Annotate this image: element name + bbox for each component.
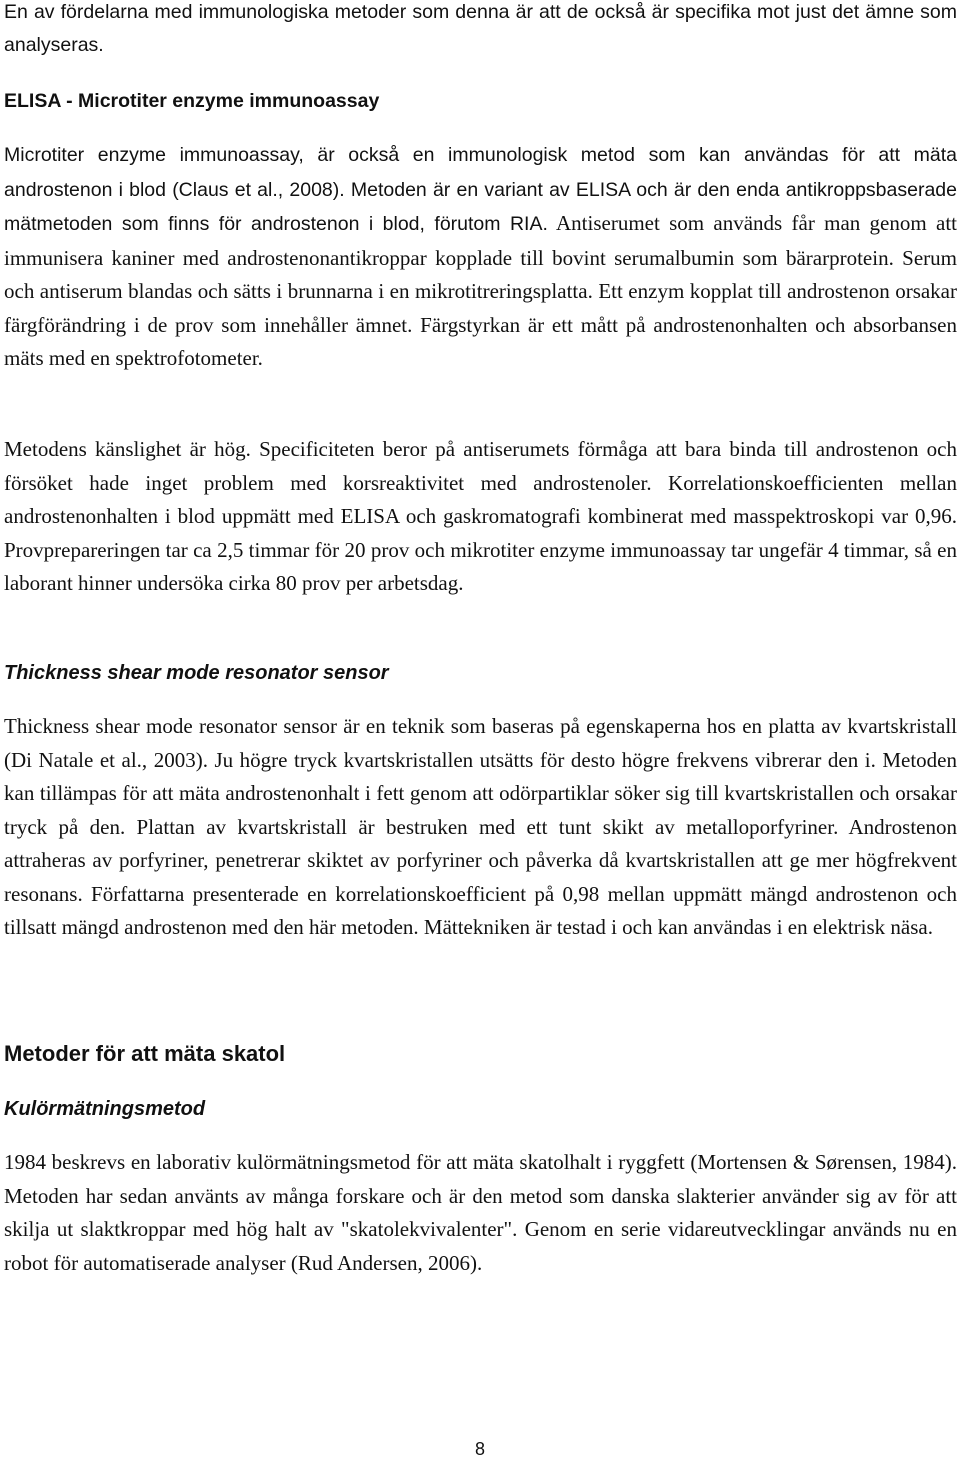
tsm-paragraph: Thickness shear mode resonator sensor är en teknik som baseras på egenskaperna hos en platta av kvartskristall (Di Natale et al., 2003). Ju högre tryck kvartskristallen utsätts för desto högre frekvens vibrerar den i. Metoden kan tillämpas för att mäta androstenonhalt i fett genom att odörpartiklar söker sig till kvartskristallen och orsakar tryck på den. Plattan av kvartskristall är bestruken med ett tunt skikt av metalloporfyriner. Androstenon attraheras av porfyriner, penetrerar skiktet av porfyriner och påverka då kvartskristallen att ge mer högfrekvent resonans. Författarna presenterade en korrelationskoefficient på 0,98 mellan uppmätt mängd androstenon och tillsatt mängd androstenon med den här metoden. Mättekniken är testad i och kan användas i en elektrisk näsa. bbox=[4, 714, 957, 939]
tsm-heading: Thickness shear mode resonator sensor bbox=[4, 662, 389, 684]
page-number: 8 bbox=[474, 1439, 485, 1459]
skatol-heading: Metoder för att mäta skatol bbox=[4, 1041, 286, 1066]
elisa-paragraph bbox=[4, 138, 957, 376]
elisa-heading: ELISA - Microtiter enzyme immunoassay bbox=[4, 90, 380, 112]
intro-paragraph: En av fördelarna med immunologiska metoder som denna är att de också är specifika mot just det ämne som analyseras. bbox=[4, 1, 957, 56]
kulormatning-paragraph: 1984 beskrevs en laborativ kulörmätningsmetod för att mäta skatolhalt i ryggfett (Mortensen & Sørensen, 1984). Metoden har sedan använts av många forskare och är den metod som danska slakterier använder sig av för att skilja ut slaktkroppar med hög halt av "skatolekvivalenter". Genom en serie vidareutvecklingar används nu en robot för automatiserade analyser (Rud Andersen, 2006). bbox=[4, 1150, 957, 1275]
elisa-paragraph-sans-part: Microtiter enzyme immunoassay, är också en immunologisk metod som kan användas för att mäta androstenon i blod (Claus et al., 2008). Metoden är en variant av ELISA och är den enda antikroppsbaserade mätmetoden som finns för androstenon i blod, förutom RIA. bbox=[4, 144, 957, 235]
elisa-sensitivity-paragraph: Metodens känslighet är hög. Specificiteten beror på antiserumets förmåga att bara binda till androstenon och försöket hade inget problem med korsreaktivitet med androstenoler. Korrelationskoefficienten mellan androstenonhalten i blod uppmätt med ELISA och gaskromatografi kombinerat med masspektroskopi var 0,96. Provprepareringen tar ca 2,5 timmar för 20 prov och mikrotiter enzyme immunoassay tar ungefär 4 timmar, så en laborant hinner undersöka cirka 80 prov per arbetsdag. bbox=[4, 437, 957, 595]
elisa-paragraph-serif-part: Antiserumet som används får man genom att immunisera kaniner med androstenonantikroppar kopplade till bovint serumalbumin som bärarprotein. Serum och antiserum blandas och sätts i brunnarna i en mikrotitreringsplatta. Ett enzym kopplat till androstenon orsakar färgförändring i de prov som innehåller ämnet. Färgstyrkan är ett mått på androstenonhalten och absorbansen mäts med en spektrofotometer. bbox=[4, 211, 957, 370]
kulormatning-subheading: Kulörmätningsmetod bbox=[4, 1098, 206, 1120]
